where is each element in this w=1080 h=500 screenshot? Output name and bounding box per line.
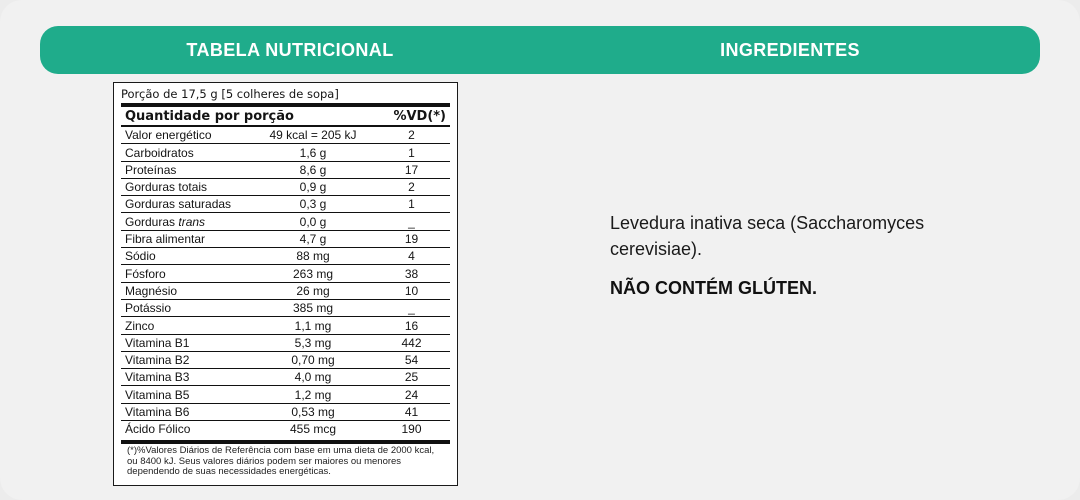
table-row bbox=[121, 264, 450, 281]
nutrient-vd: 54 bbox=[404, 353, 419, 368]
table-row bbox=[121, 420, 450, 437]
gluten-notice: NÃO CONTÉM GLÚTEN. bbox=[610, 278, 817, 298]
nutrient-name: Gorduras totais bbox=[125, 180, 208, 195]
footnote: (*)%Valores Diários de Referência com base em uma dieta de 2000 kcal, ou 8400 kJ. Seus valores diários podem ser maiores ou menores dependendo de suas necessidades energéticas. bbox=[127, 445, 435, 478]
nutrient-amount: 0,53 mg bbox=[291, 405, 335, 420]
column-header-vd: %VD(*) bbox=[393, 109, 446, 124]
nutrient-amount: 0,0 g bbox=[299, 214, 327, 229]
nutrient-amount: 263 mg bbox=[292, 266, 334, 281]
table-row bbox=[121, 178, 450, 195]
nutrient-amount: 0,9 g bbox=[299, 180, 327, 195]
header-bar bbox=[40, 26, 1040, 74]
nutrient-vd: 19 bbox=[404, 232, 419, 247]
nutrient-vd: 24 bbox=[404, 387, 419, 402]
nutrient-name: Fósforo bbox=[125, 266, 166, 281]
nutrient-vd: 17 bbox=[404, 162, 419, 177]
nutrient-name: Gorduras saturadas bbox=[125, 197, 232, 212]
nutrient-amount: 385 mg bbox=[292, 301, 334, 316]
nutrient-amount: 0,3 g bbox=[299, 197, 327, 212]
table-row bbox=[121, 316, 450, 333]
nutrient-name: Magnésio bbox=[125, 283, 178, 298]
nutrient-name: Vitamina B2 bbox=[125, 353, 190, 368]
table-row bbox=[121, 212, 450, 229]
column-header-quantity: Quantidade por porção bbox=[125, 109, 294, 124]
nutrient-name: Vitamina B6 bbox=[125, 405, 190, 420]
tab-ingredients[interactable]: INGREDIENTES bbox=[720, 40, 860, 60]
table-row bbox=[121, 161, 450, 178]
nutrient-vd: 10 bbox=[404, 283, 419, 298]
nutrient-vd: 2 bbox=[408, 128, 415, 143]
nutrient-amount: 1,1 mg bbox=[294, 318, 332, 333]
table-row bbox=[121, 195, 450, 212]
nutrient-vd: 1 bbox=[408, 145, 415, 160]
nutrient-amount: 0,70 mg bbox=[291, 353, 335, 368]
nutrient-vd: 4 bbox=[408, 249, 415, 264]
nutrient-name: Ácido Fólico bbox=[125, 422, 191, 437]
nutrient-amount: 5,3 mg bbox=[294, 335, 332, 350]
nutrient-vd: 41 bbox=[404, 405, 419, 420]
portion-size: Porção de 17,5 g [5 colheres de sopa] bbox=[121, 87, 339, 101]
table-row bbox=[121, 247, 450, 264]
table-header bbox=[121, 107, 450, 125]
nutrient-vd: 190 bbox=[401, 422, 422, 437]
nutrient-amount: 88 mg bbox=[296, 249, 330, 264]
table-row bbox=[121, 143, 450, 160]
nutrient-vd: 442 bbox=[401, 335, 422, 350]
table-row bbox=[121, 299, 450, 316]
table-row bbox=[121, 282, 450, 299]
nutrient-rows bbox=[121, 127, 450, 437]
table-row bbox=[121, 368, 450, 385]
nutrient-name: Potássio bbox=[125, 301, 172, 316]
nutrient-name: Vitamina B1 bbox=[125, 335, 190, 350]
nutrient-name: Sódio bbox=[125, 249, 156, 264]
nutrient-vd: 25 bbox=[404, 370, 419, 385]
nutrient-amount: 26 mg bbox=[296, 283, 330, 298]
table-row bbox=[121, 334, 450, 351]
nutrient-amount: 8,6 g bbox=[299, 162, 327, 177]
nutrient-name: Vitamina B5 bbox=[125, 387, 190, 402]
nutrient-name: Zinco bbox=[125, 318, 155, 333]
nutrient-name: Gorduras trans bbox=[125, 214, 206, 229]
nutrient-name: Valor energético bbox=[125, 128, 212, 143]
nutrient-amount: 4,7 g bbox=[299, 232, 327, 247]
nutrient-vd: _ bbox=[408, 301, 415, 316]
nutrient-name: Fibra alimentar bbox=[125, 232, 206, 247]
tab-nutrition-table[interactable]: TABELA NUTRICIONAL bbox=[186, 40, 394, 60]
nutrient-amount: 1,6 g bbox=[299, 145, 327, 160]
nutrient-name: Carboidratos bbox=[125, 145, 194, 160]
nutrient-vd: _ bbox=[408, 214, 415, 229]
table-row bbox=[121, 230, 450, 247]
nutrient-vd: 38 bbox=[404, 266, 419, 281]
nutrient-amount: 1,2 mg bbox=[294, 387, 332, 402]
table-row bbox=[121, 351, 450, 368]
nutrient-amount: 4,0 mg bbox=[294, 370, 332, 385]
table-row bbox=[121, 127, 450, 143]
nutrient-name: Vitamina B3 bbox=[125, 370, 190, 385]
nutrition-facts-table bbox=[113, 82, 458, 486]
nutrient-vd: 2 bbox=[408, 180, 415, 195]
nutrient-vd: 16 bbox=[404, 318, 419, 333]
table-row bbox=[121, 385, 450, 402]
ingredients-text: Levedura inativa seca (Saccharomyces cerevisiae). bbox=[610, 213, 925, 259]
nutrient-name: Proteínas bbox=[125, 162, 177, 177]
nutrient-amount: 455 mcg bbox=[289, 422, 337, 437]
nutrient-vd: 1 bbox=[408, 197, 415, 212]
nutrient-amount: 49 kcal = 205 kJ bbox=[269, 128, 357, 143]
table-row bbox=[121, 403, 450, 420]
